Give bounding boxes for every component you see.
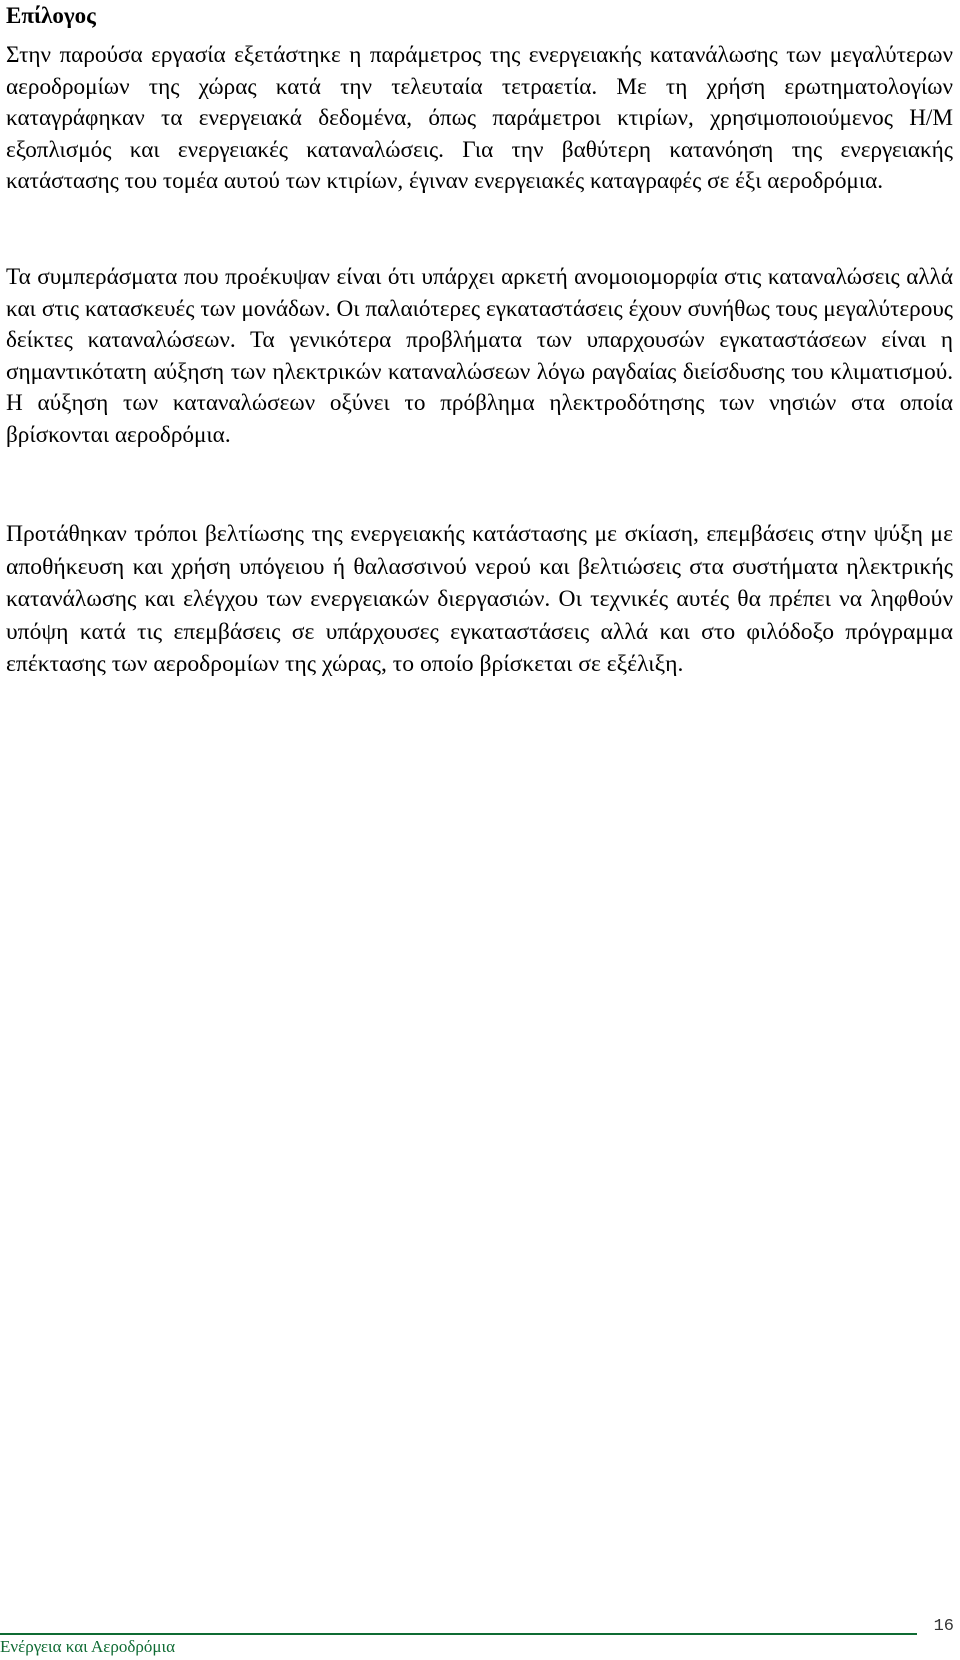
page-number: 16 [933, 1617, 954, 1636]
footer-title: Ενέργεια και Αεροδρόμια [0, 1637, 175, 1656]
section-heading: Επίλογος [6, 3, 96, 28]
paragraph-3: Προτάθηκαν τρόποι βελτίωσης της ενεργειακής κατάστασης με σκίαση, επεμβάσεις στην ψύξη με αποθήκευση και χρήση υπόγειου ή θαλασσινού νερού και βελτιώσεις στα συστήματα ηλεκτρικής κατανάλωσης και ελέγχου των ενεργειακών διεργασιών. Οι τεχνικές αυτές θα πρέπει να ληφθούν υπόψη κατά τις επεμβάσεις σε υπάρχουσες εγκαταστάσεις αλλά και στο φιλόδοξο πρόγραμμα επέκτασης των αεροδρομίων της χώρας, το οποίο βρίσκεται σε εξέλιξη. [6, 521, 953, 678]
footer-divider [0, 1633, 917, 1635]
document-page [6, 0, 953, 678]
paragraph-1: Στην παρούσα εργασία εξετάστηκε η παράμετρος της ενεργειακής κατανάλωσης των μεγαλύτερων αεροδρομίων της χώρας κατά την τελευταία τετραετία. Με τη χρήση ερωτηματολογίων καταγράφηκαν τα ενεργειακά δεδομένα, όπως παράμετροι κτιρίων, χρησιμοποιούμενος Η/Μ εξοπλισμός και ενεργειακές καταναλώσεις. Για την βαθύτερη κατανόηση της ενεργειακής κατάστασης του τομέα αυτού των κτιρίων, έγιναν ενεργειακές καταγραφές σε έξι αεροδρόμια. [6, 42, 953, 195]
paragraph-2: Τα συμπεράσματα που προέκυψαν είναι ότι υπάρχει αρκετή ανομοιομορφία στις καταναλώσεις αλλά και στις κατασκευές των μονάδων. Οι παλαιότερες εγκαταστάσεις έχουν συνήθως τους μεγαλύτερους δείκτες καταναλώσεων. Τα γενικότερα προβλήματα των υπαρχουσών εγκαταστάσεων είναι η σημαντικότατη αύξηση των ηλεκτρικών καταναλώσεων λόγω ραγδαίας διείσδυσης του κλιματισμού. Η αύξηση των καταναλώσεων οξύνει το πρόβλημα ηλεκτροδότησης των νησιών στα οποία βρίσκονται αεροδρόμια. [6, 264, 953, 448]
